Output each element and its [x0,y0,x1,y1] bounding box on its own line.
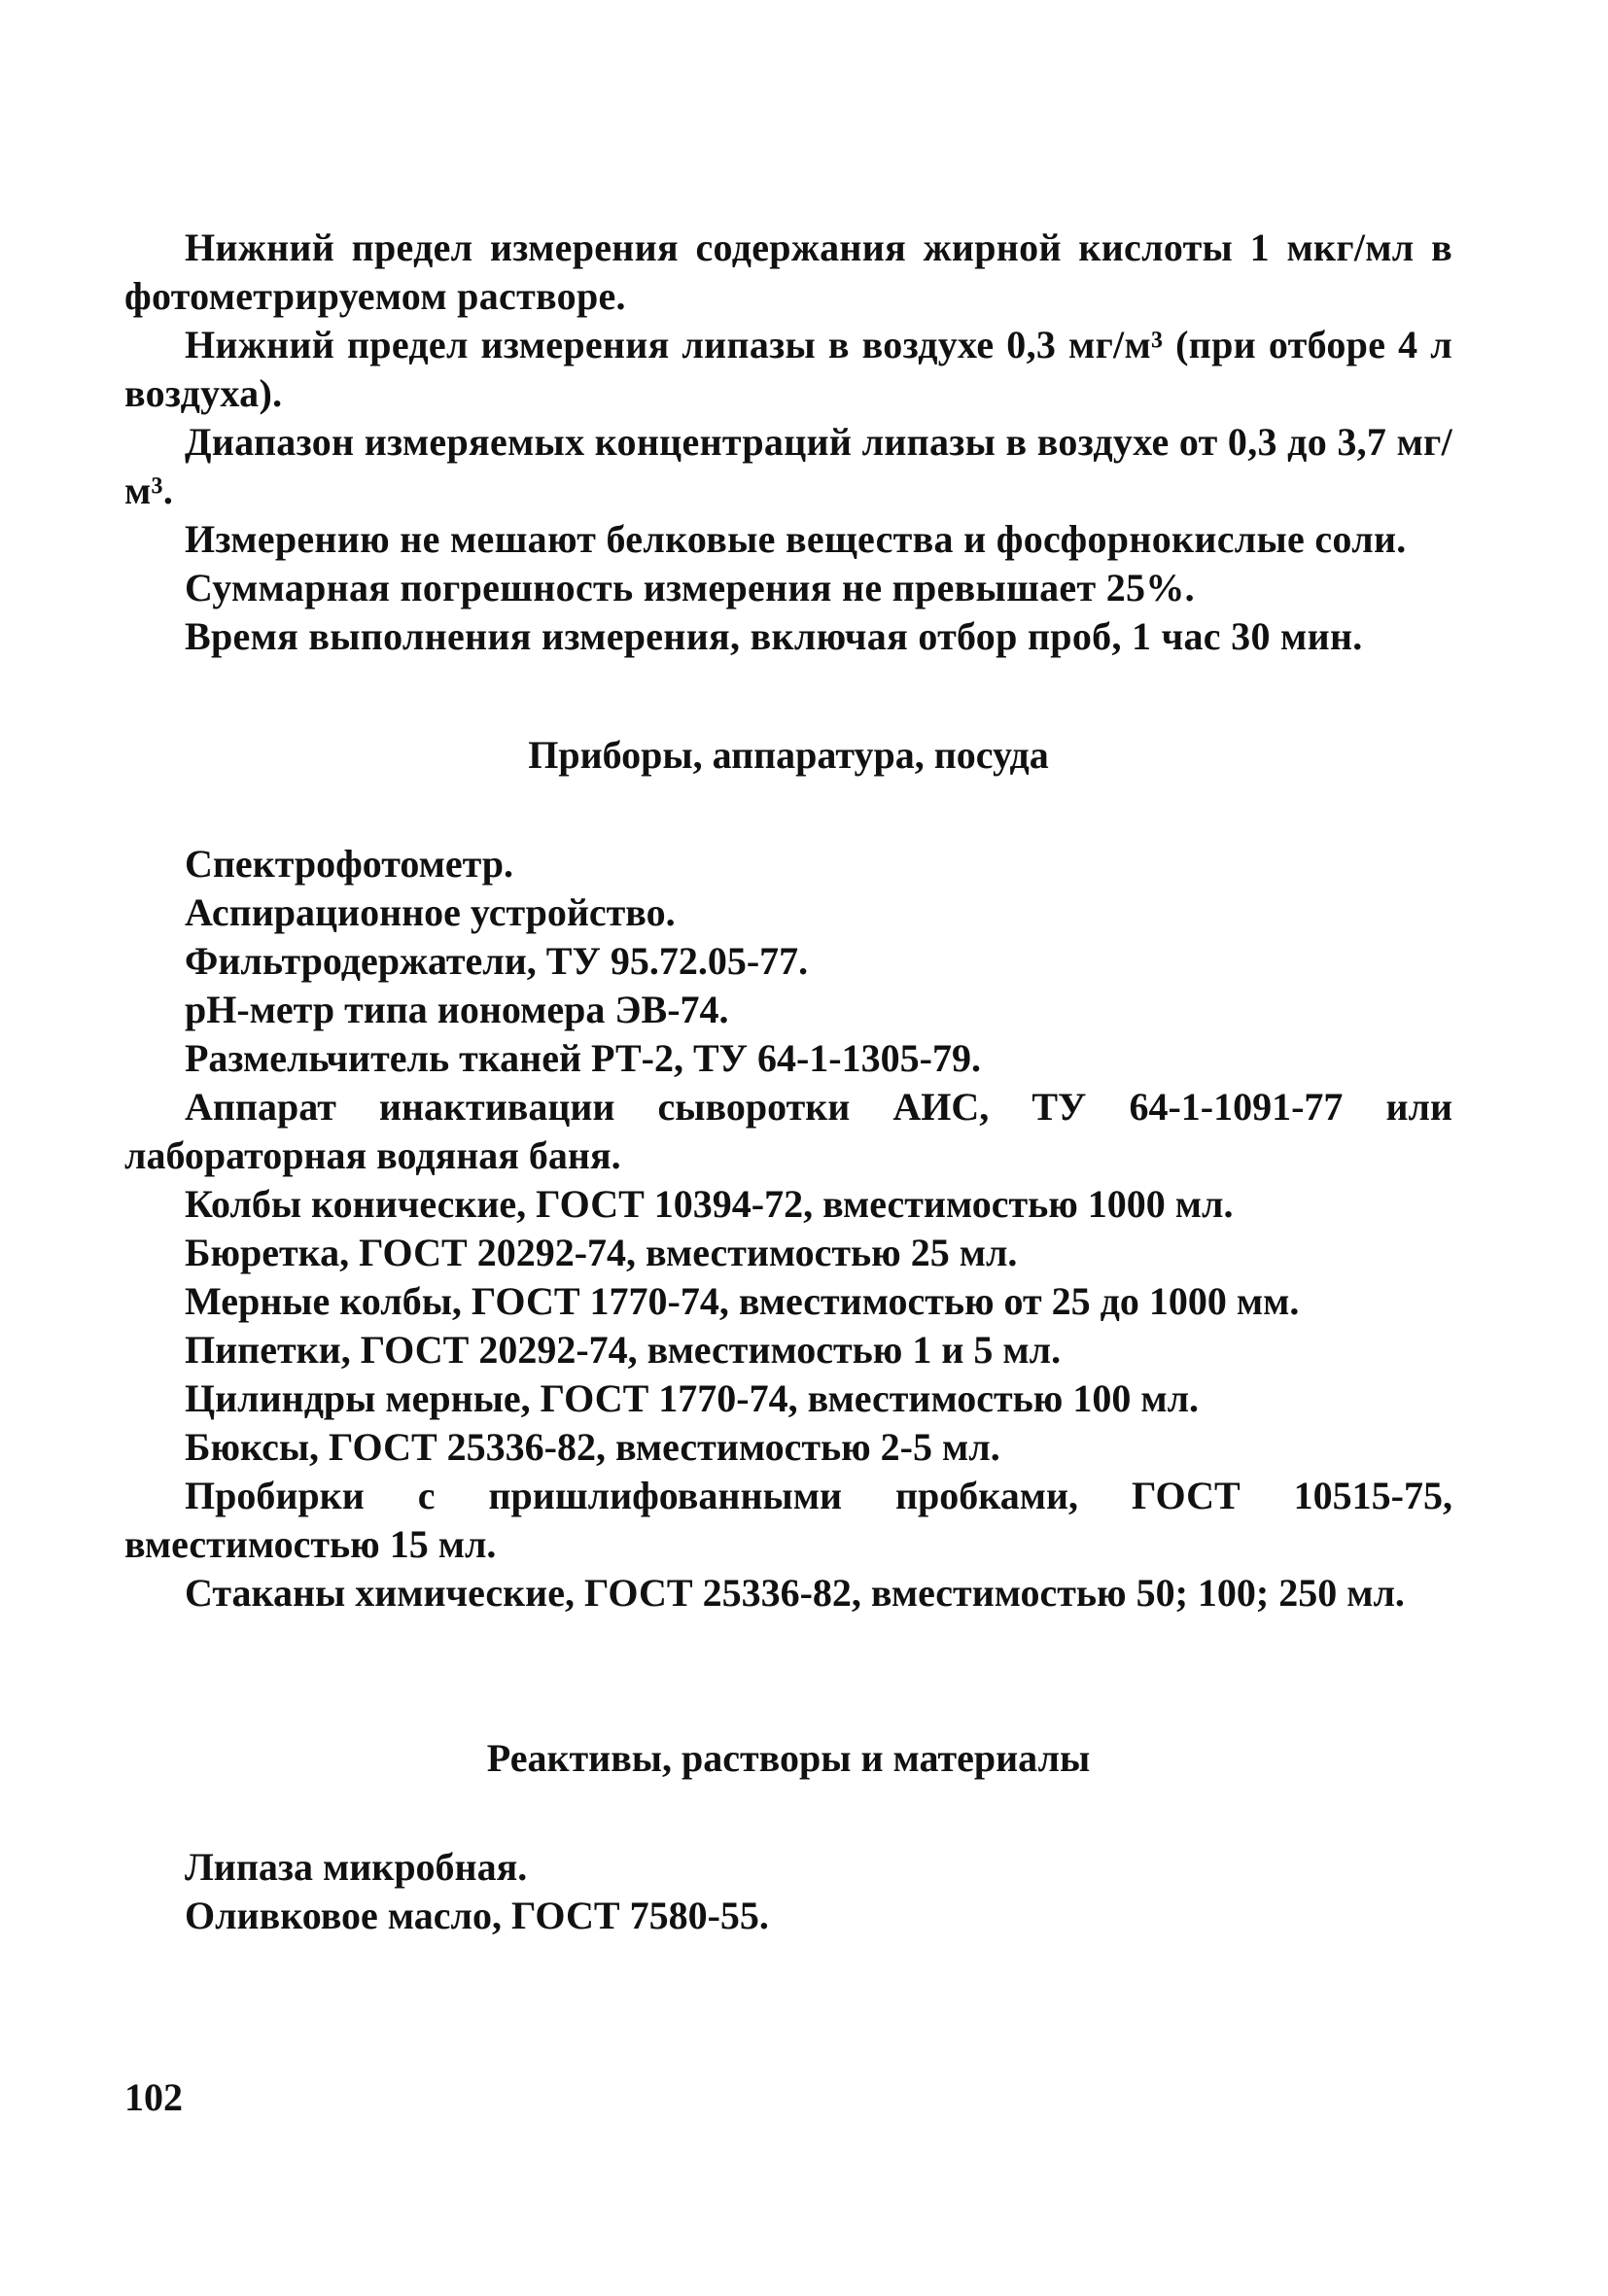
list-item: Цилиндры мерные, ГОСТ 1770-74, вместимостью 100 мл. [185,1376,1200,1420]
reagents-heading: Реактивы, растворы и материалы [486,1736,1091,1780]
intro-paragraph: Нижний предел измерения липазы в воздухе 0,3 мг/м³ (при отборе 4 л воздуха). [124,323,1452,415]
list-item: Спектрофотометр. [185,842,514,886]
list-item: Фильтродержатели, ТУ 95.72.05-77. [185,939,809,983]
document-page [124,224,1452,1940]
list-item: Липаза микробная. [185,1845,528,1889]
intro-paragraph: Нижний предел измерения содержания жирной кислоты 1 мкг/мл в фотометрируемом растворе. [124,226,1452,318]
list-item: Оливковое масло, ГОСТ 7580-55. [185,1894,769,1937]
intro-paragraph: Диапазон измеряемых концентраций липазы в воздухе от 0,3 до 3,7 мг/м³. [124,420,1452,512]
intro-paragraph: Измерению не мешают белковые вещества и фосфорнокислые соли. [185,517,1407,561]
list-item: Колбы конические, ГОСТ 10394-72, вместимостью 1000 мл. [185,1182,1234,1226]
list-item: Бюксы, ГОСТ 25336-82, вместимостью 2-5 мл. [185,1425,1000,1469]
list-item: Пробирки с пришлифованными пробками, ГОСТ 10515-75, вместимостью 15 мл. [124,1474,1452,1566]
list-item: Бюретка, ГОСТ 20292-74, вместимостью 25 мл. [185,1231,1018,1274]
list-item: Аспирационное устройство. [185,890,676,934]
reagents-list [124,1843,1452,1940]
list-item: Стаканы химические, ГОСТ 25336-82, вместимостью 50; 100; 250 мл. [185,1571,1405,1615]
list-item: Размельчитель тканей РТ-2, ТУ 64-1-1305-79. [185,1036,981,1080]
intro-paragraph: Время выполнения измерения, включая отбор проб, 1 час 30 мин. [185,614,1363,658]
list-item: Мерные колбы, ГОСТ 1770-74, вместимостью от 25 до 1000 мм. [185,1279,1300,1323]
equipment-heading: Приборы, аппаратура, посуда [528,733,1049,777]
list-item: Аппарат инактивации сыворотки АИС, ТУ 64-1-1091-77 или лабораторная водяная баня. [124,1085,1452,1177]
equipment-list [124,840,1452,1618]
page-number: 102 [124,2075,183,2119]
list-item: Пипетки, ГОСТ 20292-74, вместимостью 1 и 5 мл. [185,1328,1062,1372]
intro-paragraph: Суммарная погрешность измерения не превышает 25%. [185,566,1195,609]
intro-section [124,224,1452,661]
list-item: рН-метр типа иономера ЭВ-74. [185,988,729,1031]
